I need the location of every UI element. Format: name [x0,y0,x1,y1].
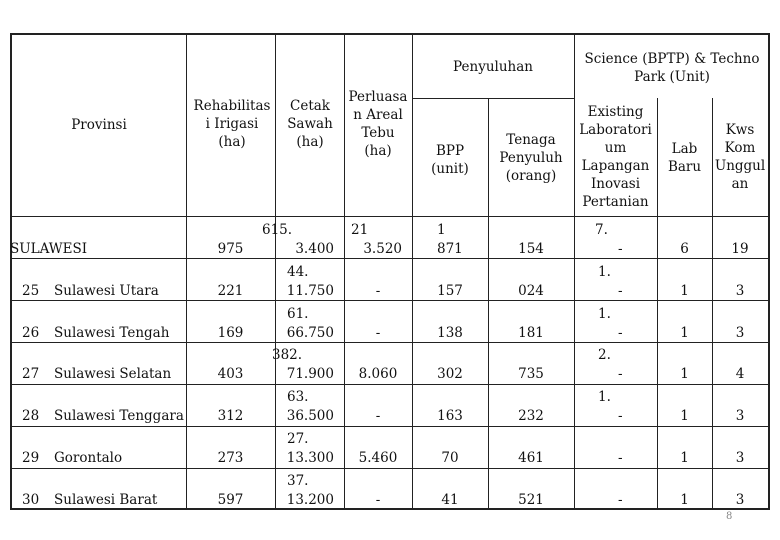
row-number: 27 [22,366,40,382]
cell-cetak-sawah-top: 37. [287,473,309,489]
cell-existing-bottom: - [618,283,623,299]
cell-cetak-sawah-top: 382. [272,347,303,363]
cell-lab-baru: 1 [680,492,689,508]
cell-cetak-sawah-top: 615. [262,222,293,238]
cell-existing-top: 1. [598,306,611,322]
cell-rehabilitasi: 312 [217,408,244,424]
cell-perluasan: - [375,325,381,341]
header-lab-baru: Lab Baru [667,141,702,175]
cell-bpp: 41 [441,492,459,508]
cell-cetak-sawah-bottom: 66.750 [286,325,334,341]
cell-lab-baru: 6 [680,241,689,257]
header-tenaga-penyuluh: Tenaga Penyuluh (orang) [499,132,563,184]
cell-lab-baru: 1 [680,366,689,382]
cell-perluasan: - [375,492,381,508]
cell-existing-top: 2. [598,347,611,363]
row-name: SULAWESI [10,241,88,257]
cell-tenaga-penyuluh: 521 [518,492,544,508]
cell-kws: 19 [731,241,749,257]
cell-rehabilitasi: 273 [217,450,244,466]
cell-existing-top: 7. [595,222,608,238]
cell-kws: 3 [735,408,745,424]
header-provinsi: Provinsi [71,117,127,133]
cell-bpp: 70 [441,450,459,466]
row-name: Sulawesi Selatan [54,366,172,382]
cell-existing-bottom: - [618,325,623,341]
cell-cetak-sawah-bottom: 11.750 [286,283,334,299]
cell-perluasan: - [375,283,381,299]
cell-cetak-sawah-top: 44. [287,264,309,280]
cell-bpp: 302 [437,366,463,382]
header-perluasan-areal-tebu: Perluasa n Areal Tebu (ha) [348,89,408,159]
cell-kws: 3 [735,450,745,466]
cell-cetak-sawah-top: 61. [287,306,309,322]
cell-cetak-sawah-bottom: 71.900 [286,366,334,382]
cell-tenaga-penyuluh: 024 [518,283,544,299]
cell-kws: 3 [735,492,745,508]
cell-cetak-sawah-bottom: 36.500 [286,408,334,424]
cell-perluasan-bottom: 3.520 [363,241,402,257]
cell-bpp: 163 [437,408,463,424]
row-number: 29 [22,450,40,466]
row-number: 30 [22,492,40,508]
cell-kws: 4 [735,366,745,382]
cell-existing: - [618,450,623,466]
cell-existing-top: 1. [598,264,611,280]
row-number: 26 [22,325,40,341]
row-name: Sulawesi Tenggara [54,408,184,424]
cell-lab-baru: 1 [680,283,689,299]
header-rehabilitasi-irigasi: Rehabilitas i Irigasi (ha) [193,98,271,150]
header-kws-komoditas-unggulan: Kws Kom Unggul an [714,122,766,192]
cell-cetak-sawah-bottom: 3.400 [295,241,334,257]
cell-existing-top: 1. [598,389,611,405]
cell-perluasan: - [375,408,381,424]
cell-lab-baru: 1 [680,450,689,466]
cell-cetak-sawah-top: 27. [287,431,309,447]
cell-existing-bottom: - [618,241,623,257]
cell-cetak-sawah-bottom: 13.200 [286,492,334,508]
cell-bpp: 138 [437,325,463,341]
cell-kws: 3 [735,325,745,341]
cell-bpp-bottom: 871 [437,241,463,257]
cell-perluasan: 8.060 [358,366,398,382]
row-name: Gorontalo [54,450,123,466]
cell-tenaga-penyuluh: 232 [518,408,544,424]
header-cetak-sawah: Cetak Sawah (ha) [287,98,333,150]
cell-tenaga-penyuluh: 154 [518,241,544,257]
row-name: Sulawesi Tengah [54,325,170,341]
cell-perluasan: 5.460 [358,450,398,466]
cell-rehabilitasi: 975 [217,241,244,257]
row-name: Sulawesi Utara [54,283,159,299]
header-bpp: BPP (unit) [431,143,469,177]
row-number: 28 [22,408,40,424]
cell-lab-baru: 1 [680,325,689,341]
cell-existing-bottom: - [618,366,623,382]
cell-rehabilitasi: 403 [217,366,244,382]
cell-kws: 3 [735,283,745,299]
cell-existing-bottom: - [618,408,623,424]
cell-rehabilitasi: 169 [217,325,244,341]
row-name: Sulawesi Barat [54,492,158,508]
row-number: 25 [22,283,40,299]
cell-existing: - [618,492,623,508]
cell-bpp: 157 [437,283,463,299]
header-existing-laboratorium: Existing Laboratori um Lapangan Inovasi Pertanian [579,104,652,210]
cell-cetak-sawah-top: 63. [287,389,309,405]
page-number: 8 [726,511,733,522]
cell-rehabilitasi: 597 [217,492,244,508]
cell-bpp-top: 1 [437,222,446,238]
cell-tenaga-penyuluh: 735 [518,366,544,382]
cell-perluasan-top: 21 [351,222,369,238]
header-penyuluhan: Penyuluhan [453,59,533,75]
header-science-techno-park: Science (BPTP) & Techno Park (Unit) [584,51,760,85]
cell-cetak-sawah-bottom: 13.300 [286,450,334,466]
cell-tenaga-penyuluh: 461 [518,450,544,466]
cell-rehabilitasi: 221 [217,283,244,299]
cell-tenaga-penyuluh: 181 [518,325,544,341]
cell-lab-baru: 1 [680,408,689,424]
